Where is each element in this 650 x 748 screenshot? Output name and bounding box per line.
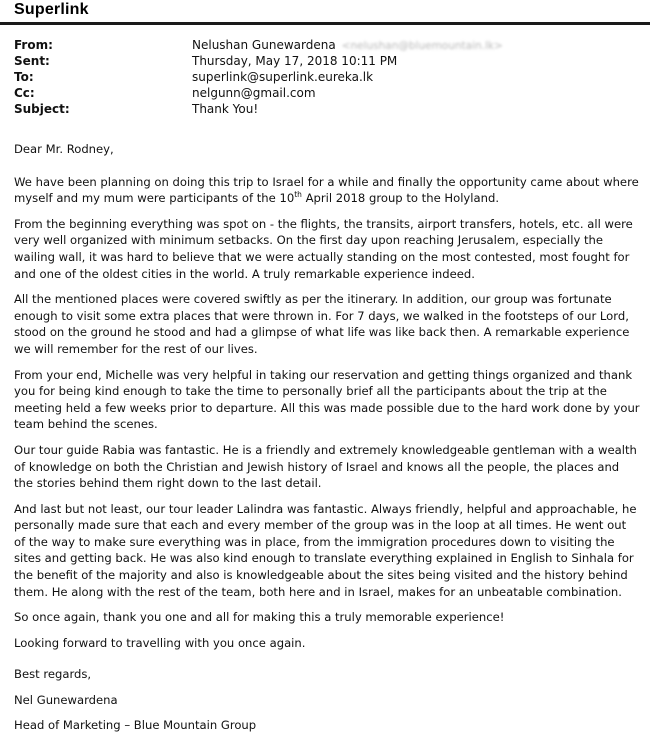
paragraph-1: [14, 174, 640, 207]
email-headers: [14, 37, 634, 117]
paragraph-8: Looking forward to travelling with you once again.: [14, 635, 306, 650]
paragraph-5: Our tour guide Rabia was fantastic. He is a friendly and extremely knowledgeable gentleman with a wealth of knowledge on both the Christian and Jewish history of Israel and knows all the people, the places and the stories behind them right down to the last detail.: [14, 442, 637, 491]
sent-label: Sent:: [14, 54, 50, 68]
to-value: superlink@superlink.eureka.lk: [192, 70, 374, 84]
sender-email-redacted: <nelushan@bluemountain.lk>: [341, 40, 503, 52]
paragraph-3: All the mentioned places were covered swiftly as per the itinerary. In addition, our group was fortunate enough to visit some extra places that were thrown in. For 7 days, we walked in the footsteps of our Lord, stood on the ground he stood and had a glimpse of what life was like back then. A remarkable experience we will remember for the rest of our lives.: [14, 292, 630, 356]
cc-value: nelgunn@gmail.com: [192, 86, 316, 100]
email-body: [14, 141, 640, 660]
subject-label: Subject:: [14, 102, 70, 116]
from-label: From:: [14, 38, 53, 52]
paragraph-6: And last but not least, our tour leader Lalindra was fantastic. Always friendly, helpful and approachable, he personally made sure that each and every member of the group was in the loop at all times. He went out of the way to make sure everything was in place, from the immigration procedures down to visiting the sites and getting back. He was also kind enough to translate everything explained in English to Sinhala for the benefit of the majority and also is knowledgeable about the sites being visited and the history behind them. He along with the rest of the team, both here and in Israel, makes for an unbeatable combination.: [14, 501, 637, 599]
paragraph-2: From the beginning everything was spot on - the flights, the transits, airport transfers, hotels, etc. all were very well organized with minimum setbacks. On the first day upon reaching Jerusalem, especially the wailing wall, it was hard to believe that we were actually standing on the most contested, most fought for and one of the oldest cities in the world. A truly remarkable experience indeed.: [14, 216, 633, 281]
to-label: To:: [14, 70, 34, 84]
sent-value: Thursday, May 17, 2018 10:11 PM: [192, 54, 398, 68]
from-value: [192, 37, 634, 53]
email-print-header: [0, 0, 650, 22]
signer-title: Head of Marketing – Blue Mountain Group: [14, 718, 257, 733]
cc-row: [14, 85, 634, 101]
sent-row: [14, 53, 634, 69]
from-row: [14, 37, 634, 53]
app-title: Superlink: [14, 1, 89, 18]
paragraph-1-text-b: April 2018 group to the Holyland.: [301, 191, 500, 206]
to-row: [14, 69, 634, 85]
signature-block: [14, 666, 256, 743]
header-divider: [0, 22, 650, 25]
ordinal-suffix: th: [294, 190, 302, 200]
signer-name: Nel Gunewardena: [14, 692, 118, 707]
cc-label: Cc:: [14, 86, 35, 100]
subject-value: Thank You!: [192, 102, 259, 116]
sender-name: Nelushan Gunewardena: [192, 38, 336, 52]
salutation: Dear Mr. Rodney,: [14, 142, 114, 156]
subject-row: [14, 101, 634, 117]
paragraph-7: So once again, thank you one and all for making this a truly memorable experience!: [14, 610, 505, 625]
paragraph-1-text-a: We have been planning on doing this trip to Israel for a while and finally the opportunity came about where myself and my mum were participants of the 10: [14, 174, 639, 206]
closing: Best regards,: [14, 667, 92, 681]
paragraph-4: From your end, Michelle was very helpful in taking our reservation and getting things organized and thank you for being kind enough to take the time to personally brief all the participants about the trip at the meeting held a few weeks prior to departure. All this was made possible due to the hard work done by your team behind the scenes.: [14, 367, 640, 432]
